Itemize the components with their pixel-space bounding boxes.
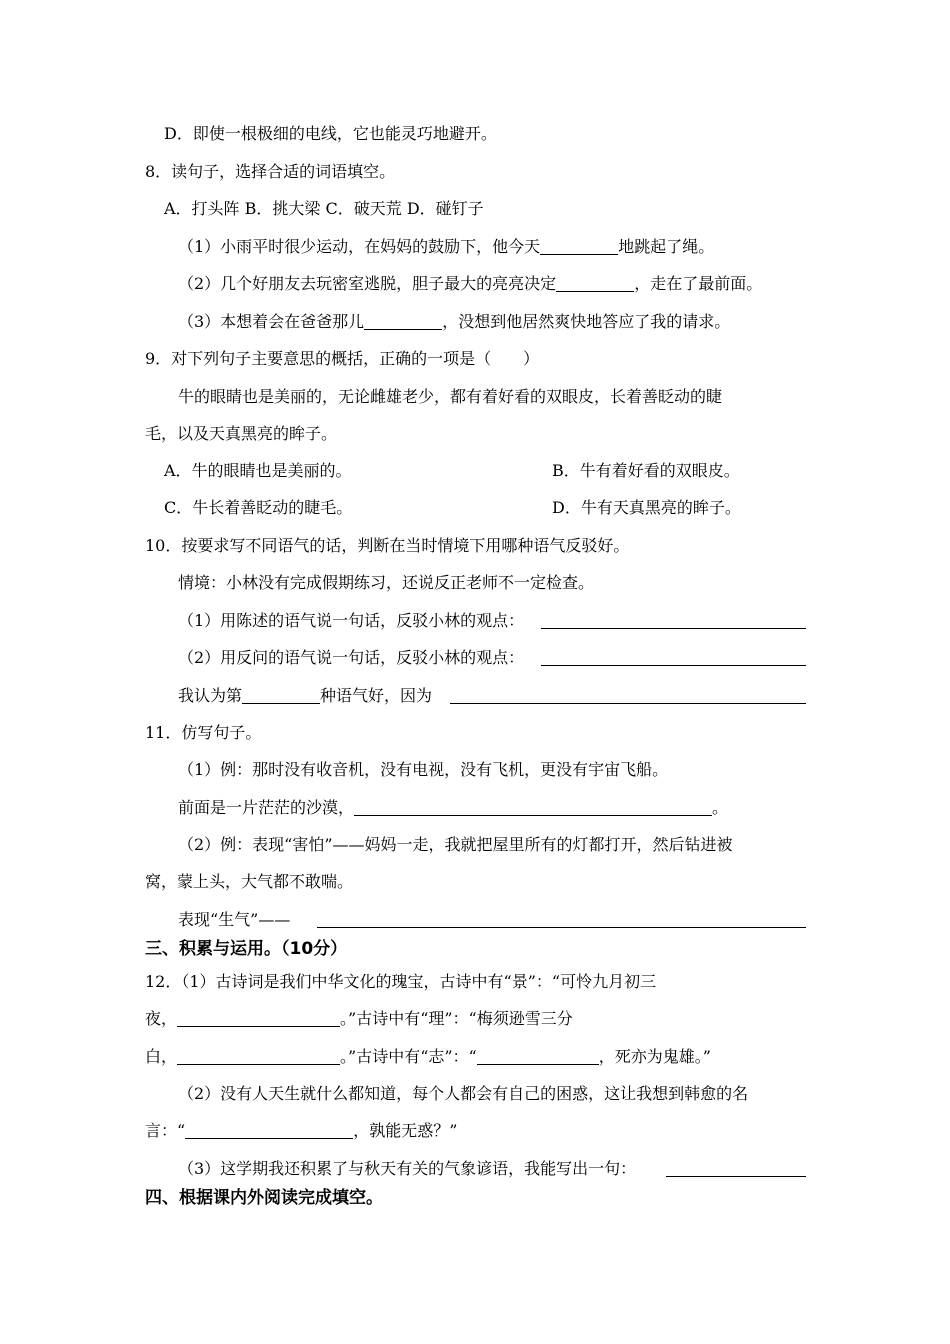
q8-blank-2[interactable] [556,275,634,292]
q8-options: A．打头阵 B．挑大梁 C．破天荒 D．碰钉子 [164,199,484,218]
q9-option-b: B．牛有着好看的双眼皮。 [552,461,740,480]
q12-blank-3[interactable] [477,1048,599,1065]
q10-sentence-3: 我认为第 种语气好，因为 [178,686,433,705]
q12-part-2-line-1: （2）没有人天生就什么都知道，每个人都会有自己的困惑，这让我想到韩愈的名 [178,1084,749,1103]
q11-answer-2: 表现“生气”—— [178,910,291,929]
q8-sentence-2: （2）几个好朋友去玩密室逃脱，胆子最大的亮亮决定 ，走在了最前面。 [178,274,763,293]
q9-option-d: D．牛有天真黑亮的眸子。 [552,498,741,517]
q8-blank-1[interactable] [540,238,618,255]
q10-answer-2-line[interactable] [541,649,806,666]
q9-option-c: C．牛长着善眨动的睫毛。 [164,498,353,517]
q12-part-3: （3）这学期我还积累了与秋天有关的气象谚语，我能写出一句： [178,1159,637,1178]
q8-stem: 8．读句子，选择合适的词语填空。 [145,162,396,181]
q11-answer-1: 前面是一片茫茫的沙漠， 。 [178,798,729,817]
q12-blank-1[interactable] [177,1010,340,1027]
q8-blank-3[interactable] [364,313,442,330]
q8-sentence-1: （1）小雨平时很少运动，在妈妈的鼓励下，他今天 地跳起了绳。 [178,237,715,256]
q12-blank-5[interactable] [666,1160,806,1177]
q11-example-2-line-1: （2）例：表现“害怕”——妈妈一走，我就把屋里所有的灯都打开，然后钻进被 [178,835,733,854]
q12-blank-2[interactable] [177,1048,340,1065]
section-3-title: 三、积累与运用。（10分） [145,939,348,959]
section-4-title: 四、根据课内外阅读完成填空。 [145,1188,383,1208]
q12-part-2-line-2: 言：“ ，孰能无惑？” [145,1121,458,1140]
q9-passage-line-1: 牛的眼睛也是美丽的，无论雌雄老少，都有着好看的双眼皮，长着善眨动的睫 [178,387,723,406]
q12-blank-4[interactable] [185,1122,353,1139]
q9-passage-line-2: 毛，以及天真黑亮的眸子。 [145,424,338,443]
q9-stem: 9．对下列句子主要意思的概括，正确的一项是（ ） [145,349,540,368]
q11-blank-1[interactable] [354,799,712,816]
q9-option-a: A．牛的眼睛也是美丽的。 [164,461,352,480]
q10-sentence-2: （2）用反问的语气说一句话，反驳小林的观点： [178,648,525,667]
q10-answer-1-line[interactable] [541,612,806,629]
q11-blank-2[interactable] [317,911,806,928]
q11-example-1: （1）例：那时没有收音机，没有电视，没有飞机，更没有宇宙飞船。 [178,760,669,779]
q12-line-1: 12．（1）古诗词是我们中华文化的瑰宝，古诗中有“景”：“可怜九月初三 [145,972,657,991]
q10-context: 情境：小林没有完成假期练习，还说反正老师不一定检查。 [178,573,595,592]
q10-stem: 10．按要求写不同语气的话，判断在当时情境下用哪种语气反驳好。 [145,536,630,555]
q11-example-2-line-2: 窝，蒙上头，大气都不敢喘。 [145,872,354,891]
q10-choice-blank[interactable] [242,687,320,704]
q12-line-3: 白， 。”古诗中有“志”：“ ，死亦为鬼雄。” [145,1047,711,1066]
q8-sentence-3: （3）本想着会在爸爸那儿 ，没想到他居然爽快地答应了我的请求。 [178,312,731,331]
q11-stem: 11．仿写句子。 [145,723,262,742]
q10-reason-line[interactable] [450,687,806,704]
q10-sentence-1: （1）用陈述的语气说一句话，反驳小林的观点： [178,611,525,630]
q12-line-2: 夜， 。”古诗中有“理”：“梅须逊雪三分 [145,1009,573,1028]
q7-option-d: D．即使一根极细的电线，它也能灵巧地避开。 [164,124,497,143]
